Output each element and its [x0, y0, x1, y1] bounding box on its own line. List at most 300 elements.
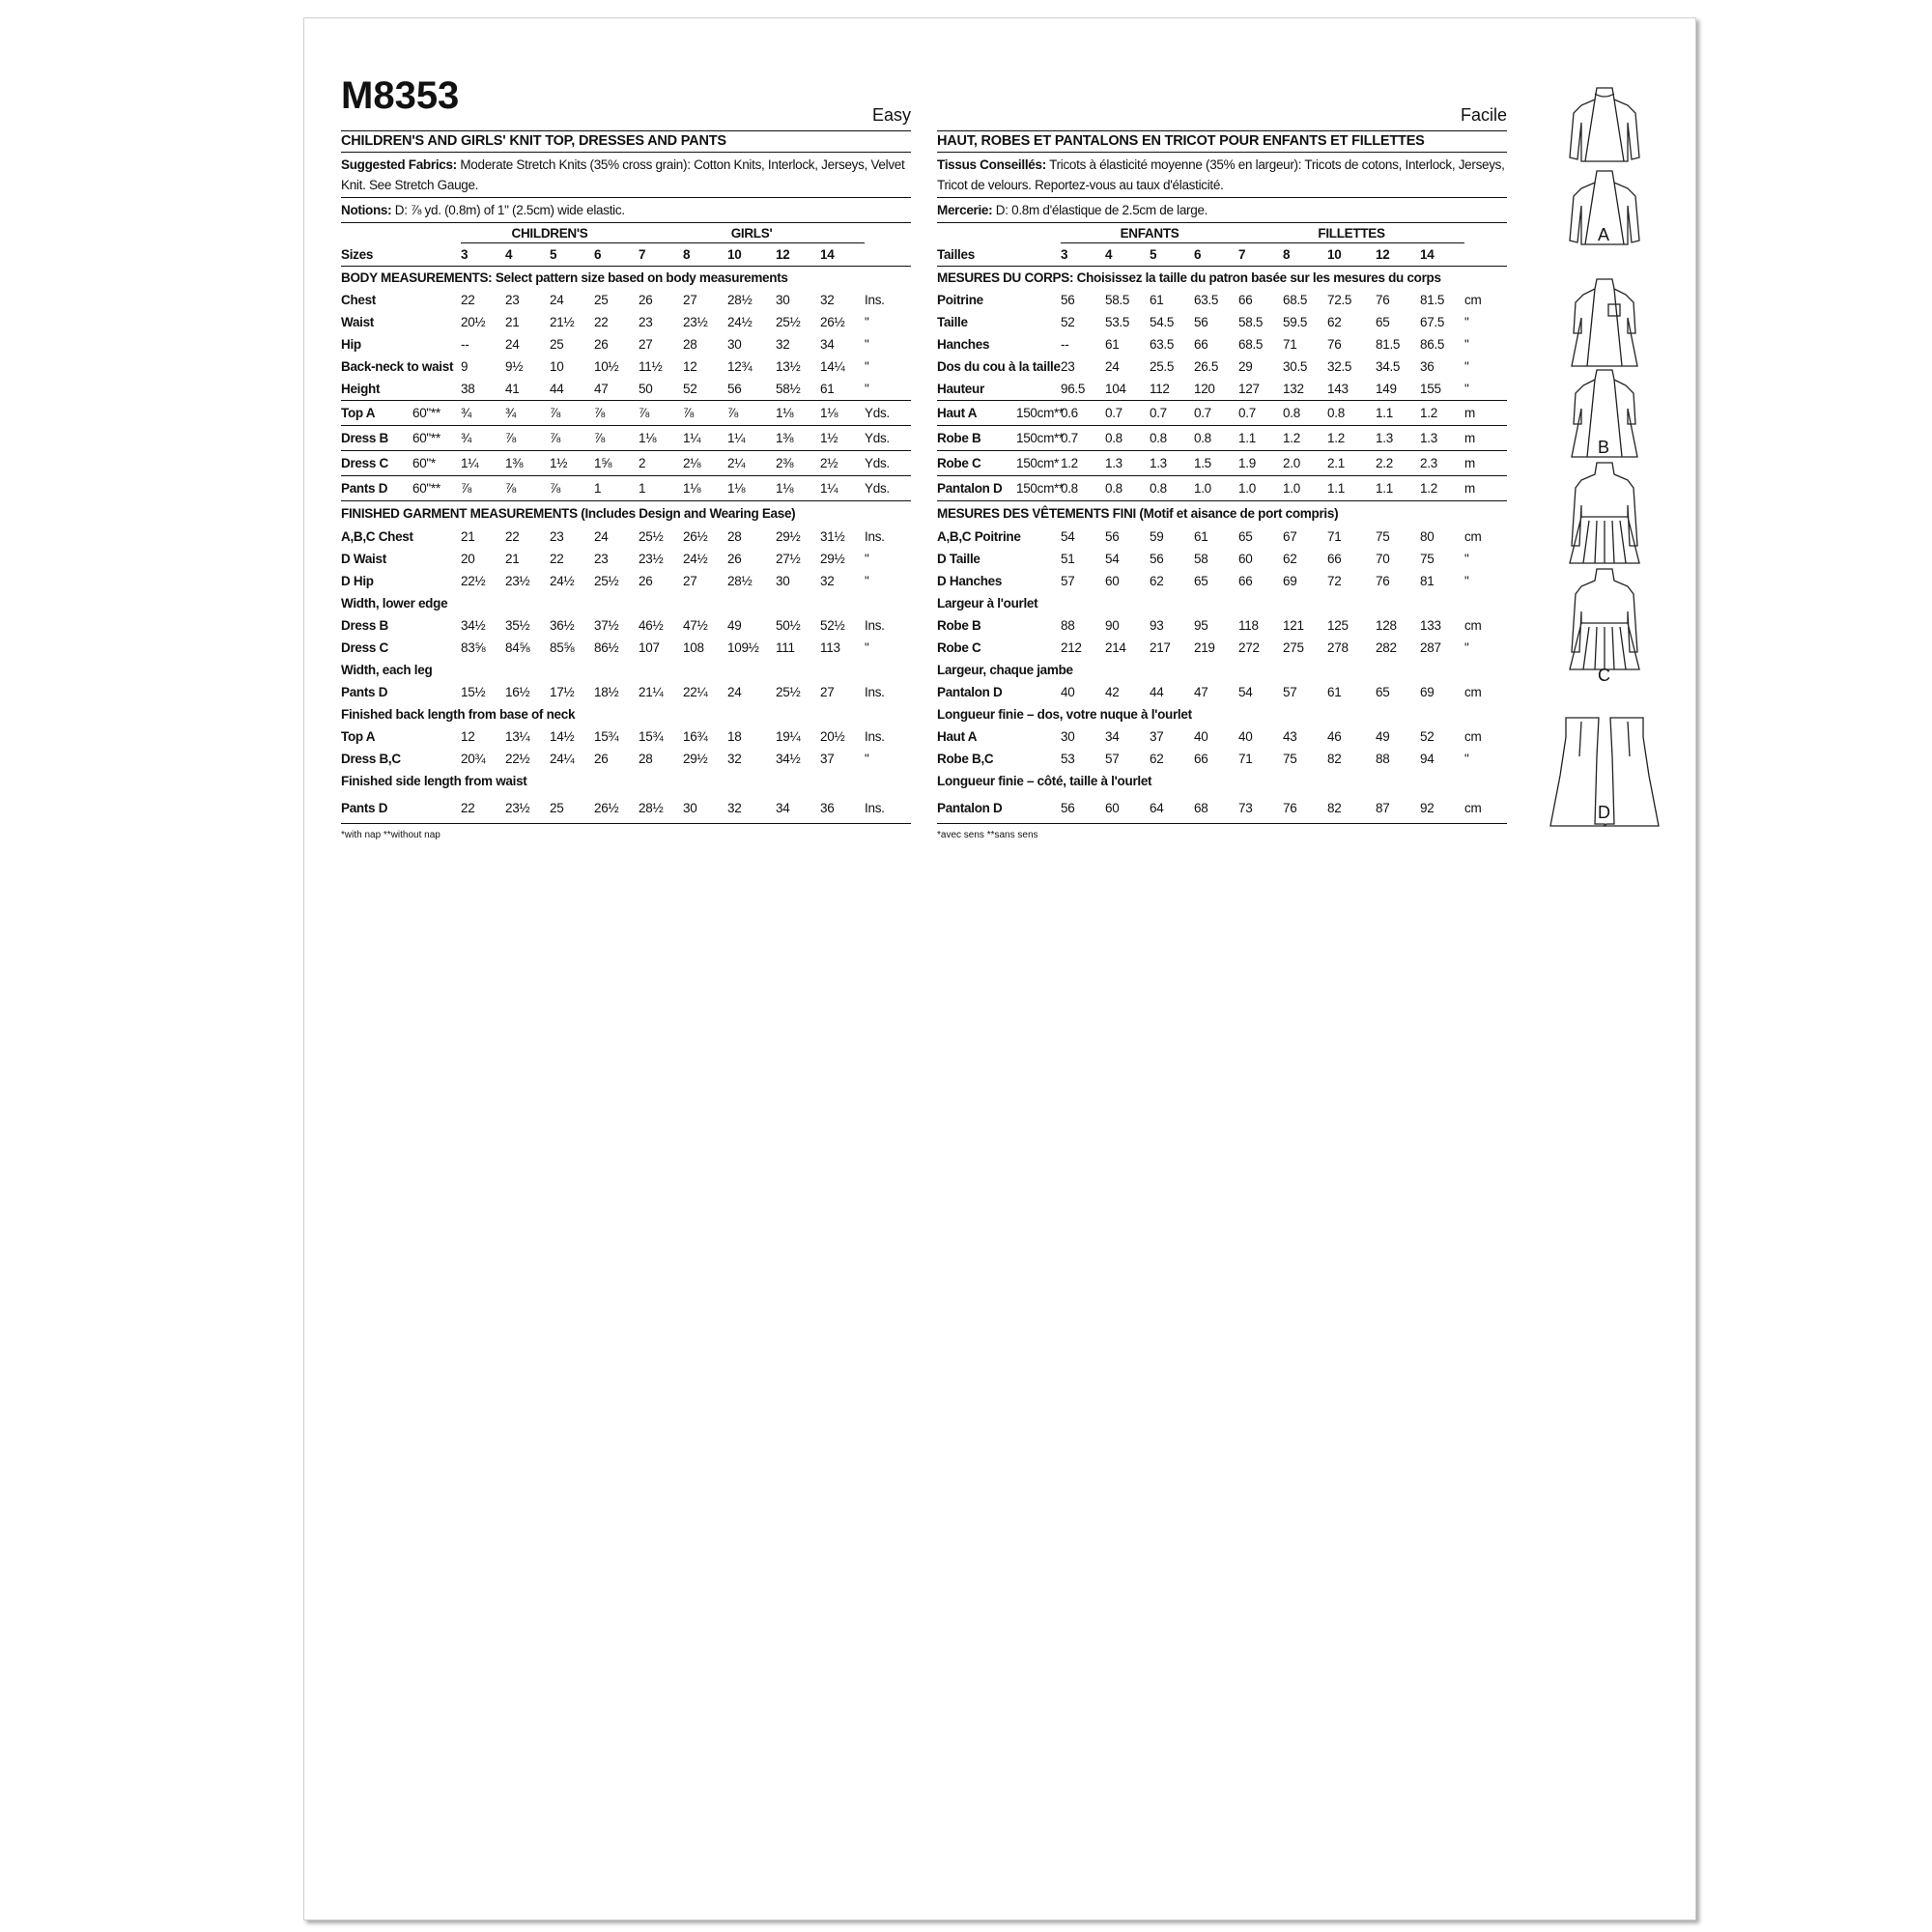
value-cell: 133	[1420, 618, 1441, 633]
spacer-cell	[341, 223, 412, 243]
value-cell: ¾	[461, 426, 505, 451]
value-cell: 30	[1061, 729, 1075, 744]
value-cell: 25½	[639, 529, 664, 544]
unit-cell: Ins.	[865, 729, 885, 744]
row-label: Dress B	[341, 426, 412, 451]
value-cell: 17½	[550, 685, 575, 699]
subheading: Longueur finie – côté, taille à l'ourlet	[937, 774, 1152, 788]
subheading: Finished back length from base of neck	[341, 707, 576, 722]
value-cell: 21	[505, 552, 520, 566]
value-cell: 65	[1194, 574, 1208, 588]
row-label: Dress C	[341, 451, 412, 476]
row-label: A,B,C Chest	[341, 529, 413, 544]
value-cell: 1⅛	[820, 401, 865, 426]
pattern-code: M8353	[341, 74, 460, 117]
value-cell: 86.5	[1420, 337, 1445, 352]
value-cell: 1.1	[1327, 476, 1376, 501]
value-cell: 21	[505, 315, 520, 329]
value-cell: 83⅝	[461, 640, 486, 655]
value-cell: 1.1	[1376, 476, 1420, 501]
value-cell: 0.8	[1061, 476, 1105, 501]
body-measurement-row	[937, 289, 1507, 311]
value-cell: 92	[1420, 792, 1464, 824]
unit-cell: "	[865, 337, 869, 352]
value-cell: 67.5	[1420, 315, 1445, 329]
unit-cell: Yds.	[865, 476, 911, 501]
value-cell: 1.0	[1283, 476, 1327, 501]
row-label: Pants D	[341, 792, 461, 824]
value-cell: 214	[1105, 640, 1126, 655]
group-heading-girls: GIRLS'	[639, 223, 865, 243]
unit-cell: "	[865, 752, 869, 766]
value-cell: 143	[1327, 382, 1349, 396]
value-cell: 71	[1327, 529, 1342, 544]
value-cell: 52	[1420, 729, 1435, 744]
value-cell: 1¼	[683, 426, 727, 451]
value-cell: 60	[1105, 574, 1120, 588]
value-cell: 62	[1150, 752, 1164, 766]
row-label: Robe B	[937, 426, 1016, 451]
section-heading-row	[937, 267, 1507, 290]
value-cell: 51	[1061, 552, 1075, 566]
row-label: Robe B	[937, 618, 981, 633]
body-measurement-row	[341, 378, 911, 401]
sizes-label: Sizes	[341, 243, 461, 267]
spacer-cell	[1464, 243, 1507, 267]
subheading-row	[937, 592, 1507, 614]
value-cell: 149	[1376, 382, 1397, 396]
value-cell: 2	[639, 451, 683, 476]
row-label: Taille	[937, 315, 968, 329]
value-cell: ⅞	[505, 426, 550, 451]
value-cell: 42	[1105, 685, 1120, 699]
value-cell: 85⅝	[550, 640, 575, 655]
row-label: Height	[341, 382, 381, 396]
finished-measurement-row	[937, 526, 1507, 548]
yardage-row	[937, 476, 1507, 501]
finished-measurement-row	[341, 725, 911, 748]
value-cell: 86½	[594, 640, 619, 655]
value-cell: 67	[1283, 529, 1297, 544]
value-cell: 1¼	[727, 426, 776, 451]
value-cell: 22¼	[683, 685, 708, 699]
value-cell: 24	[1105, 359, 1120, 374]
value-cell: 57	[1105, 752, 1120, 766]
value-cell: 107	[639, 640, 660, 655]
row-label: Pants D	[341, 476, 412, 501]
unit-cell: "	[1464, 574, 1469, 588]
value-cell: 28½	[727, 293, 753, 307]
finished-measurement-row	[341, 570, 911, 592]
finished-measurement-row	[341, 637, 911, 659]
spacer-cell	[412, 223, 461, 243]
value-cell: 24	[727, 685, 742, 699]
sketch-label-d: D	[1598, 803, 1610, 822]
value-cell: 2.2	[1376, 451, 1420, 476]
value-cell: 1⅛	[776, 401, 820, 426]
notions-fr: Mercerie: D: 0.8m d'élastique de 2.5cm de large.	[937, 198, 1507, 223]
value-cell: 53.5	[1105, 315, 1130, 329]
value-cell: 69	[1420, 685, 1435, 699]
value-cell: 61	[1105, 337, 1120, 352]
row-label: Top A	[341, 401, 412, 426]
value-cell: 71	[1238, 752, 1253, 766]
size-5: 5	[550, 243, 594, 267]
finished-measurement-row	[937, 681, 1507, 703]
value-cell: 30	[683, 792, 727, 824]
value-cell: 24¼	[550, 752, 575, 766]
value-cell: 32	[820, 574, 835, 588]
value-cell: 40	[1061, 685, 1075, 699]
value-cell: 61	[1150, 293, 1164, 307]
value-cell: 50½	[776, 618, 801, 633]
value-cell: 68.5	[1238, 337, 1264, 352]
row-label: Pants D	[341, 685, 388, 699]
size-8: 8	[1283, 243, 1327, 267]
section-heading-row	[341, 501, 911, 526]
value-cell: 29½	[820, 552, 845, 566]
value-cell: 23	[550, 529, 564, 544]
value-cell: 63.5	[1194, 293, 1219, 307]
unit-cell: "	[865, 382, 869, 396]
value-cell: 2.3	[1420, 451, 1464, 476]
value-cell: 27	[683, 574, 697, 588]
value-cell: 272	[1238, 640, 1260, 655]
value-cell: 76	[1376, 574, 1390, 588]
suggested-fabrics-fr: Tissus Conseillés: Tricots à élasticité moyenne (35% en largeur): Tricots de cotons, Interlock, Jerseys, Tricot de velours. Reportez-vous au taux d'élasticité.	[937, 153, 1507, 198]
row-label: A,B,C Poitrine	[937, 529, 1021, 544]
value-cell: 1¼	[820, 476, 865, 501]
row-label: Robe B,C	[937, 752, 994, 766]
row-label: Pantalon D	[937, 792, 1061, 824]
value-cell: 25½	[776, 315, 801, 329]
unit-cell: Ins.	[865, 529, 885, 544]
value-cell: 25½	[594, 574, 619, 588]
value-cell: 88	[1061, 618, 1075, 633]
value-cell: ⅞	[639, 401, 683, 426]
value-cell: 0.6	[1061, 401, 1105, 426]
value-cell: 1.3	[1150, 451, 1194, 476]
value-cell: 34	[820, 337, 835, 352]
size-4: 4	[505, 243, 550, 267]
spacer-cell	[865, 243, 911, 267]
value-cell: 34.5	[1376, 359, 1401, 374]
value-cell: 22½	[461, 574, 486, 588]
value-cell: 71	[1283, 337, 1297, 352]
pattern-title-fr: HAUT, ROBES ET PANTALONS EN TRICOT POUR ENFANTS ET FILLETTES	[937, 130, 1507, 153]
value-cell: 23	[1061, 359, 1075, 374]
value-cell: 36	[820, 792, 865, 824]
value-cell: 23	[505, 293, 520, 307]
value-cell: 59.5	[1283, 315, 1308, 329]
subheading-row	[937, 703, 1507, 725]
value-cell: 1⅜	[776, 426, 820, 451]
value-cell: 56	[1061, 293, 1075, 307]
value-cell: 24	[550, 293, 564, 307]
value-cell: 58.5	[1238, 315, 1264, 329]
unit-cell: "	[865, 552, 869, 566]
value-cell: 25	[550, 337, 564, 352]
spacer-cell	[1016, 223, 1061, 243]
unit-cell: "	[1464, 752, 1469, 766]
value-cell: 0.8	[1105, 476, 1150, 501]
value-cell: 76	[1376, 293, 1390, 307]
value-cell: 212	[1061, 640, 1082, 655]
unit-cell: "	[1464, 552, 1469, 566]
value-cell: 1.3	[1105, 451, 1150, 476]
value-cell: 22	[550, 552, 564, 566]
value-cell: 113	[820, 640, 840, 655]
value-cell: 0.8	[1150, 476, 1194, 501]
value-cell: 217	[1150, 640, 1171, 655]
value-cell: 26	[639, 574, 653, 588]
finished-measurement-row	[937, 548, 1507, 570]
value-cell: 10	[550, 359, 564, 374]
value-cell: 34½	[461, 618, 486, 633]
value-cell: 82	[1327, 752, 1342, 766]
value-cell: 132	[1283, 382, 1304, 396]
unit-cell: Yds.	[865, 451, 911, 476]
value-cell: 1⅛	[727, 476, 776, 501]
value-cell: 32	[820, 293, 835, 307]
unit-cell: "	[865, 315, 869, 329]
value-cell: 80	[1420, 529, 1435, 544]
unit-cell: Ins.	[865, 618, 885, 633]
sizes-row	[937, 243, 1507, 267]
value-cell: 22	[505, 529, 520, 544]
value-cell: ⅞	[550, 426, 594, 451]
value-cell: 24½	[683, 552, 708, 566]
value-cell: 1.5	[1194, 451, 1238, 476]
value-cell: 52	[683, 382, 697, 396]
value-cell: 81	[1420, 574, 1435, 588]
value-cell: 34	[776, 792, 820, 824]
value-cell: 28	[639, 752, 653, 766]
unit-cell: cm	[1464, 685, 1482, 699]
value-cell: 36	[1420, 359, 1435, 374]
value-cell: 1.1	[1238, 426, 1283, 451]
value-cell: 62	[1283, 552, 1297, 566]
size-7: 7	[639, 243, 683, 267]
pattern-title: CHILDREN'S AND GIRLS' KNIT TOP, DRESSES AND PANTS	[341, 130, 911, 153]
value-cell: 47	[1194, 685, 1208, 699]
value-cell: 60	[1238, 552, 1253, 566]
fabric-width-cell: 150cm**	[1016, 401, 1061, 426]
row-label: D Waist	[341, 552, 386, 566]
size-4: 4	[1105, 243, 1150, 267]
yardage-row	[341, 426, 911, 451]
pattern-sheet	[303, 17, 1696, 1920]
value-cell: 57	[1283, 685, 1297, 699]
value-cell: 30.5	[1283, 359, 1308, 374]
value-cell: 0.7	[1238, 401, 1283, 426]
value-cell: 31½	[820, 529, 845, 544]
fabric-width-cell: 150cm**	[1016, 426, 1061, 451]
value-cell: 52	[1061, 315, 1075, 329]
fabric-width-cell: 150cm*	[1016, 451, 1061, 476]
value-cell: 65	[1376, 315, 1390, 329]
sizes-row	[341, 243, 911, 267]
value-cell: 24½	[727, 315, 753, 329]
value-cell: 1.2	[1061, 451, 1105, 476]
value-cell: 1.0	[1194, 476, 1238, 501]
value-cell: 275	[1283, 640, 1304, 655]
subheading: Largeur, chaque jambe	[937, 663, 1073, 677]
value-cell: 29½	[776, 529, 801, 544]
value-cell: 12¾	[727, 359, 753, 374]
value-cell: 9½	[505, 359, 524, 374]
size-12: 12	[776, 243, 820, 267]
value-cell: 1.2	[1283, 426, 1327, 451]
value-cell: 27	[683, 293, 697, 307]
value-cell: 1½	[550, 451, 594, 476]
value-cell: 56	[1061, 792, 1105, 824]
value-cell: 52½	[820, 618, 845, 633]
value-cell: 32	[776, 337, 790, 352]
value-cell: 37	[820, 752, 835, 766]
group-heading-children: CHILDREN'S	[461, 223, 639, 243]
fabric-width-cell: 60"**	[412, 426, 461, 451]
fabric-width-cell: 150cm**	[1016, 476, 1061, 501]
value-cell: 62	[1150, 574, 1164, 588]
value-cell: 93	[1150, 618, 1164, 633]
value-cell: 26½	[820, 315, 845, 329]
unit-cell: cm	[1464, 529, 1482, 544]
value-cell: 81.5	[1376, 337, 1401, 352]
value-cell: 2⅜	[776, 451, 820, 476]
value-cell: 22½	[505, 752, 530, 766]
value-cell: 15¾	[639, 729, 664, 744]
value-cell: 21	[461, 529, 475, 544]
size-14: 14	[1420, 243, 1464, 267]
row-label: Robe C	[937, 640, 981, 655]
value-cell: 22	[461, 293, 475, 307]
value-cell: 94	[1420, 752, 1435, 766]
value-cell: --	[1061, 337, 1069, 352]
unit-cell: m	[1464, 426, 1507, 451]
value-cell: 26½	[683, 529, 708, 544]
value-cell: 61	[1194, 529, 1208, 544]
value-cell: ⅞	[683, 401, 727, 426]
value-cell: 34	[1105, 729, 1120, 744]
body-measurement-row	[341, 311, 911, 333]
value-cell: 75	[1376, 529, 1390, 544]
value-cell: 0.7	[1194, 401, 1238, 426]
sketch-label-c: C	[1598, 666, 1610, 685]
value-cell: ¾	[505, 401, 550, 426]
value-cell: 70	[1376, 552, 1390, 566]
size-12: 12	[1376, 243, 1420, 267]
body-measurement-row	[937, 378, 1507, 401]
finished-measurement-row	[341, 526, 911, 548]
fabric-width-cell: 60"**	[412, 476, 461, 501]
value-cell: 278	[1327, 640, 1349, 655]
row-label: Robe C	[937, 451, 1016, 476]
row-label: D Taille	[937, 552, 980, 566]
value-cell: 23½	[505, 792, 550, 824]
value-cell: ⅞	[505, 476, 550, 501]
body-measurement-row	[937, 355, 1507, 378]
subheading: Longueur finie – dos, votre nuque à l'ourlet	[937, 707, 1192, 722]
value-cell: 30	[776, 574, 790, 588]
value-cell: 23½	[683, 315, 708, 329]
value-cell: 27½	[776, 552, 801, 566]
subheading: Largeur à l'ourlet	[937, 596, 1038, 611]
yardage-row	[937, 401, 1507, 426]
unit-cell: cm	[1464, 618, 1482, 633]
value-cell: 72.5	[1327, 293, 1352, 307]
yardage-row	[341, 476, 911, 501]
row-label: Hauteur	[937, 382, 984, 396]
value-cell: 1⅜	[505, 451, 550, 476]
fabric-width-cell: 60"*	[412, 451, 461, 476]
value-cell: 66	[1238, 293, 1253, 307]
spacer-cell	[937, 223, 1016, 243]
sketch-label-b: B	[1598, 438, 1610, 457]
value-cell: 56	[1150, 552, 1164, 566]
value-cell: 46	[1327, 729, 1342, 744]
unit-cell: "	[1464, 315, 1469, 329]
value-cell: 76	[1283, 792, 1327, 824]
size-14: 14	[820, 243, 865, 267]
value-cell: 30	[776, 293, 790, 307]
unit-cell: Ins.	[865, 685, 885, 699]
value-cell: 0.8	[1194, 426, 1238, 451]
value-cell: 20	[461, 552, 475, 566]
value-cell: 1⅛	[683, 476, 727, 501]
body-measurement-row	[341, 355, 911, 378]
subheading-row	[937, 659, 1507, 681]
value-cell: 54.5	[1150, 315, 1175, 329]
value-cell: 23	[594, 552, 609, 566]
value-cell: 0.8	[1105, 426, 1150, 451]
value-cell: 84⅝	[505, 640, 530, 655]
value-cell: 1⅝	[594, 451, 639, 476]
value-cell: 24½	[550, 574, 575, 588]
value-cell: 61	[820, 382, 835, 396]
row-label: Hanches	[937, 337, 990, 352]
value-cell: 2⅛	[683, 451, 727, 476]
unit-cell: "	[1464, 337, 1469, 352]
garment-sketches	[1547, 80, 1662, 853]
finished-measurement-row	[341, 748, 911, 770]
finished-measurements-heading: FINISHED GARMENT MEASUREMENTS (Includes Design and Wearing Ease)	[341, 501, 911, 526]
value-cell: 54	[1061, 529, 1075, 544]
value-cell: 0.7	[1150, 401, 1194, 426]
value-cell: 28	[683, 337, 697, 352]
value-cell: 155	[1420, 382, 1441, 396]
value-cell: 24	[594, 529, 609, 544]
subheading-row	[341, 659, 911, 681]
unit-cell: "	[865, 359, 869, 374]
sizes-label: Tailles	[937, 243, 1061, 267]
value-cell: 121	[1283, 618, 1304, 633]
row-label: Dos du cou à la taille	[937, 359, 1061, 374]
finished-measurement-row	[937, 637, 1507, 659]
top-a-front-sketch	[1570, 88, 1639, 161]
finished-measurement-row	[937, 792, 1507, 824]
value-cell: 2½	[820, 451, 865, 476]
value-cell: 54	[1238, 685, 1253, 699]
value-cell: 11½	[639, 359, 663, 374]
section-heading-row	[937, 501, 1507, 526]
value-cell: 1.3	[1420, 426, 1464, 451]
value-cell: 10½	[594, 359, 619, 374]
value-cell: 66	[1194, 337, 1208, 352]
size-7: 7	[1238, 243, 1283, 267]
value-cell: 66	[1194, 752, 1208, 766]
value-cell: 38	[461, 382, 475, 396]
